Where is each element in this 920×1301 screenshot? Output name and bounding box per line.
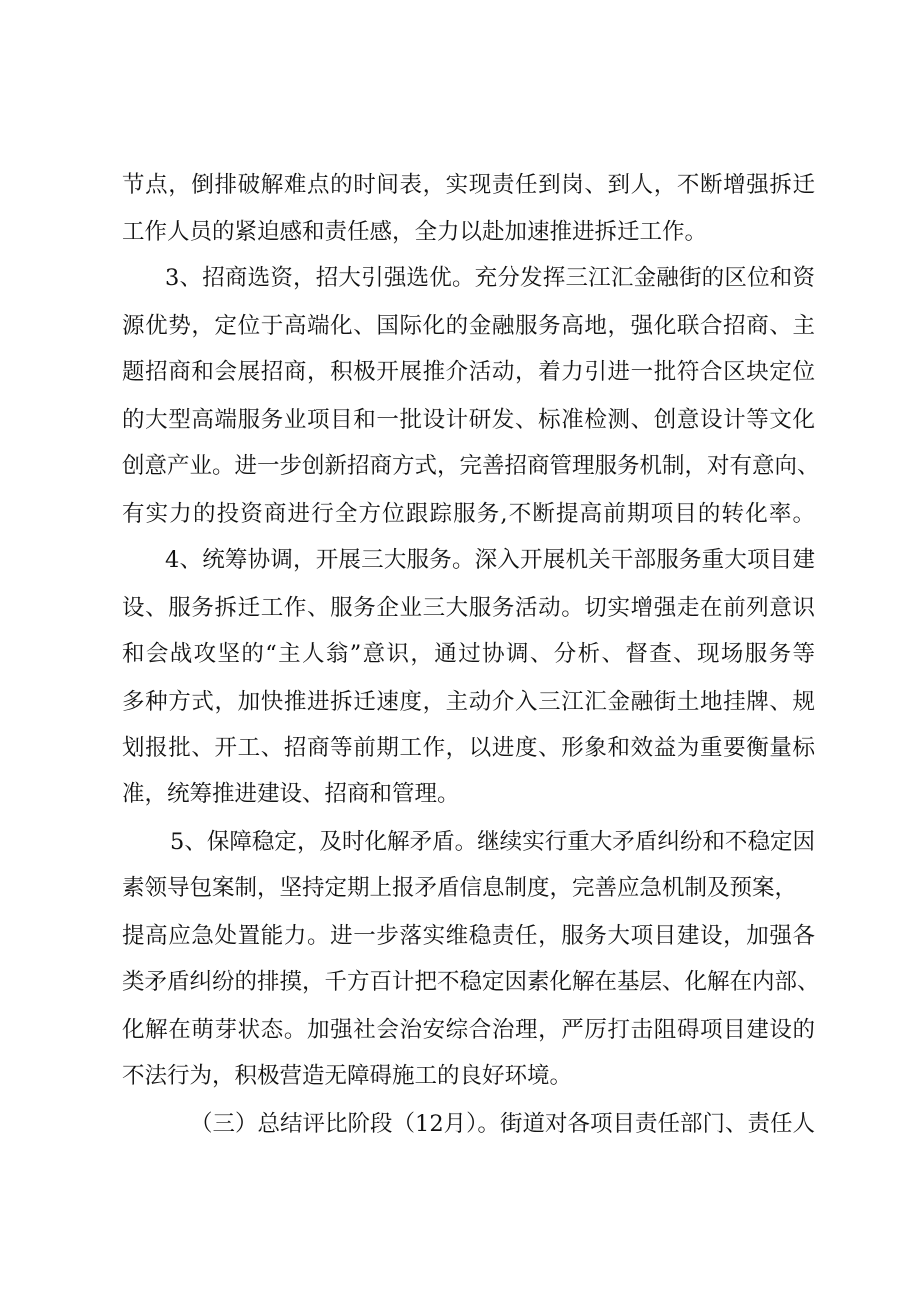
text-line: 设、服务拆迁工作、服务企业三大服务活动。切实增强走在前列意识 (122, 595, 815, 621)
text-line: 化解在萌芽状态。加强社会治安综合治理，严厉打击阻碍项目建设的 (122, 1017, 815, 1043)
text-line: 题招商和会展招商，积极开展推介活动，着力引进一批符合区块定位 (122, 359, 815, 385)
text-line: 和会战攻坚的“主人翁”意识，通过协调、分析、督查、现场服务等 (122, 641, 815, 667)
text-line: 的大型高端服务业项目和一批设计研发、标准检测、创意设计等文化 (122, 407, 815, 433)
text-line: 工作人员的紧迫感和责任感，全力以赴加速推进拆迁工作。 (122, 219, 708, 245)
text-line: 有实力的投资商进行全方位跟踪服务,不断提高前期项目的转化率。 (122, 501, 815, 527)
text-line: 不法行为，积极营造无障碍施工的良好环境。 (122, 1063, 573, 1089)
text-line: 划报批、开工、招商等前期工作，以进度、形象和效益为重要衡量标 (122, 735, 815, 761)
text-line: 素领导包案制，坚持定期上报矛盾信息制度，完善应急机制及预案， (122, 875, 798, 901)
text-line: 准，统筹推进建设、招商和管理。 (122, 781, 460, 807)
text-line: 多种方式，加快推进拆迁速度，主动介入三江汇金融街土地挂牌、规 (122, 689, 815, 715)
text-line: 创意产业。进一步创新招商方式，完善招商管理服务机制，对有意向、 (122, 453, 820, 479)
text-line: 提高应急处置能力。进一步落实维稳责任，服务大项目建设，加强各 (122, 923, 815, 949)
paragraph-heading-4: 4、统筹协调，开展三大服务。深入开展机关干部服务重大项目建 (165, 547, 815, 573)
text-line: 源优势，定位于高端化、国际化的金融服务高地，强化联合招商、主 (122, 313, 815, 339)
text-line: 节点，倒排破解难点的时间表，实现责任到岗、到人，不断增强拆迁 (122, 172, 815, 198)
paragraph-heading-5: 5、保障稳定，及时化解矛盾。继续实行重大矛盾纠纷和不稳定因 (170, 829, 815, 855)
text-line: 类矛盾纠纷的排摸，千方百计把不稳定因素化解在基层、化解在内部、 (122, 969, 820, 995)
section-heading-3: （三）总结评比阶段（12月）。街道对各项目责任部门、责任人 (190, 1111, 815, 1137)
paragraph-heading-3: 3、招商选资，招大引强选优。充分发挥三江汇金融街的区位和资 (165, 265, 815, 291)
